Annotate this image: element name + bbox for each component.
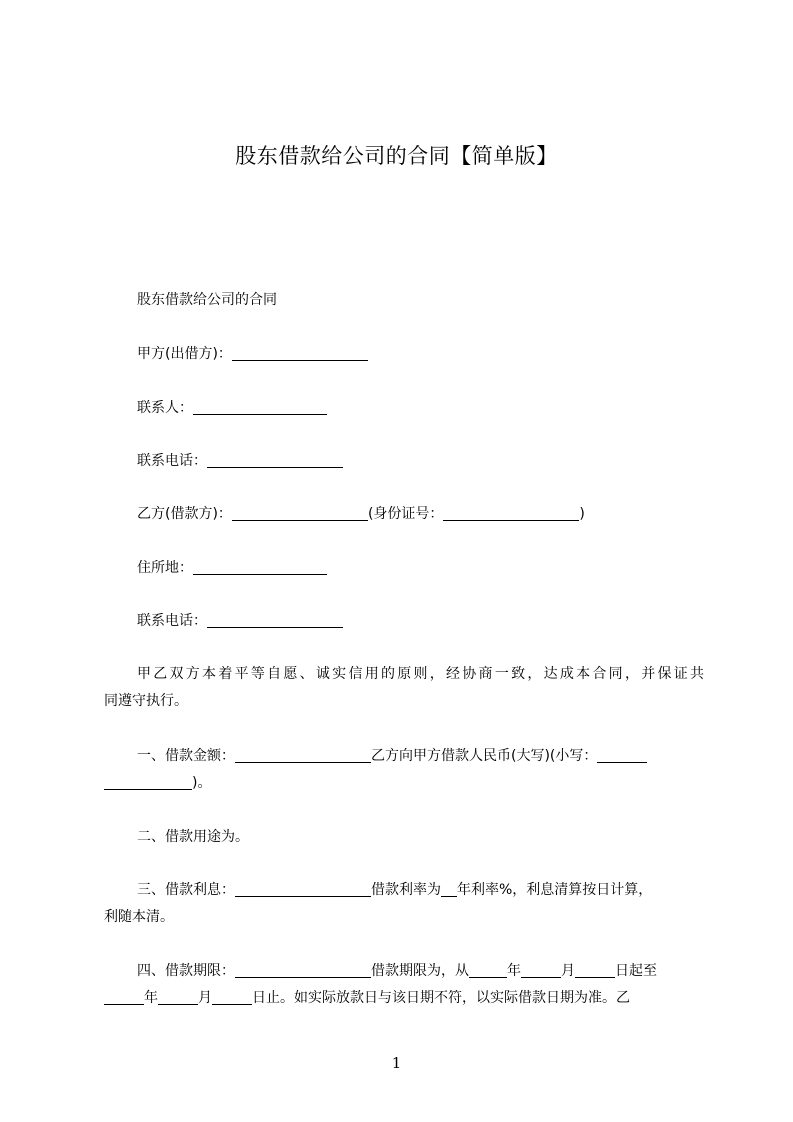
party-b-label: 乙方(借款方)： (137, 506, 232, 522)
end-month-blank[interactable] (158, 988, 198, 1005)
clause-1-end: )。 (192, 775, 212, 791)
interest-blank[interactable] (235, 880, 371, 897)
clause-4-text-a: 借款期限为，从 (371, 963, 469, 979)
contact-phone-label-2: 联系电话： (137, 613, 207, 629)
party-b-id-blank[interactable] (443, 504, 579, 521)
clause-4-line-1 (104, 957, 737, 985)
interest-rate-blank[interactable] (441, 880, 457, 897)
contact-phone-blank-1[interactable] (207, 451, 343, 468)
contract-subtitle (104, 286, 737, 314)
address-label: 住所地： (137, 560, 193, 576)
clause-4-text-b: 日起至 (615, 963, 657, 979)
clause-4-label: 四、借款期限： (137, 963, 235, 979)
contact-phone-label-1: 联系电话： (137, 453, 207, 469)
contact-phone-blank-2[interactable] (207, 611, 343, 628)
end-year-label: 年 (144, 990, 158, 1006)
loan-amount-blank[interactable] (235, 746, 371, 763)
address-blank[interactable] (193, 558, 327, 575)
intro-line-2: 同遵守执行。 (104, 693, 188, 709)
page-number: 1 (391, 1054, 402, 1072)
start-month-label: 月 (561, 963, 575, 979)
clause-3-line-1 (104, 876, 737, 904)
clause-1-line-1 (104, 742, 737, 770)
contact-phone-line-1 (104, 447, 737, 475)
start-year-label: 年 (507, 963, 521, 979)
document-title: 股东借款给公司的合同【简单版】 (235, 144, 558, 168)
clause-1-line-2 (104, 769, 704, 797)
contact-phone-line-2 (104, 607, 737, 635)
address-line (104, 554, 737, 582)
intro-line-1: 甲乙双方本着平等自愿、诚实信用的原则，经协商一致，达成本合同，并保证共 (137, 666, 704, 682)
contact-person-label: 联系人： (137, 400, 193, 416)
clause-4-text-c: 日止。如实际放款日与该日期不符，以实际借款日期为准。乙 (252, 990, 630, 1006)
clause-2-line: 二、借款用途为。 (137, 829, 249, 845)
start-month-blank[interactable] (521, 961, 561, 978)
party-a-label: 甲方(出借方)： (137, 346, 232, 362)
loan-term-blank[interactable] (235, 961, 371, 978)
clause-3-line-2: 利随本清。 (104, 909, 174, 925)
contact-person-blank[interactable] (193, 398, 327, 415)
start-day-blank[interactable] (575, 961, 615, 978)
contact-person-line (104, 394, 737, 422)
party-b-line (104, 500, 737, 528)
end-year-blank[interactable] (104, 988, 144, 1005)
subtitle-text: 股东借款给公司的合同 (137, 292, 277, 308)
end-day-blank[interactable] (212, 988, 252, 1005)
party-b-id-close: ) (579, 506, 585, 522)
clause-1-text: 乙方向甲方借款人民币(大写)(小写： (371, 748, 598, 764)
party-a-blank[interactable] (232, 344, 368, 361)
lowercase-amount-blank-a[interactable] (597, 746, 647, 763)
clause-3-label: 三、借款利息： (137, 882, 235, 898)
party-a-line (104, 340, 737, 368)
clause-3-text-b: 年利率%，利息清算按日计算， (457, 882, 653, 898)
end-month-label: 月 (198, 990, 212, 1006)
lowercase-amount-blank-b[interactable] (104, 773, 192, 790)
party-b-id-label: (身份证号： (367, 506, 444, 522)
clause-1-label: 一、借款金额： (137, 748, 235, 764)
clause-4-line-2 (104, 984, 704, 1012)
party-b-blank[interactable] (232, 504, 368, 521)
start-year-blank[interactable] (469, 961, 507, 978)
clause-3-text-a: 借款利率为 (371, 882, 441, 898)
